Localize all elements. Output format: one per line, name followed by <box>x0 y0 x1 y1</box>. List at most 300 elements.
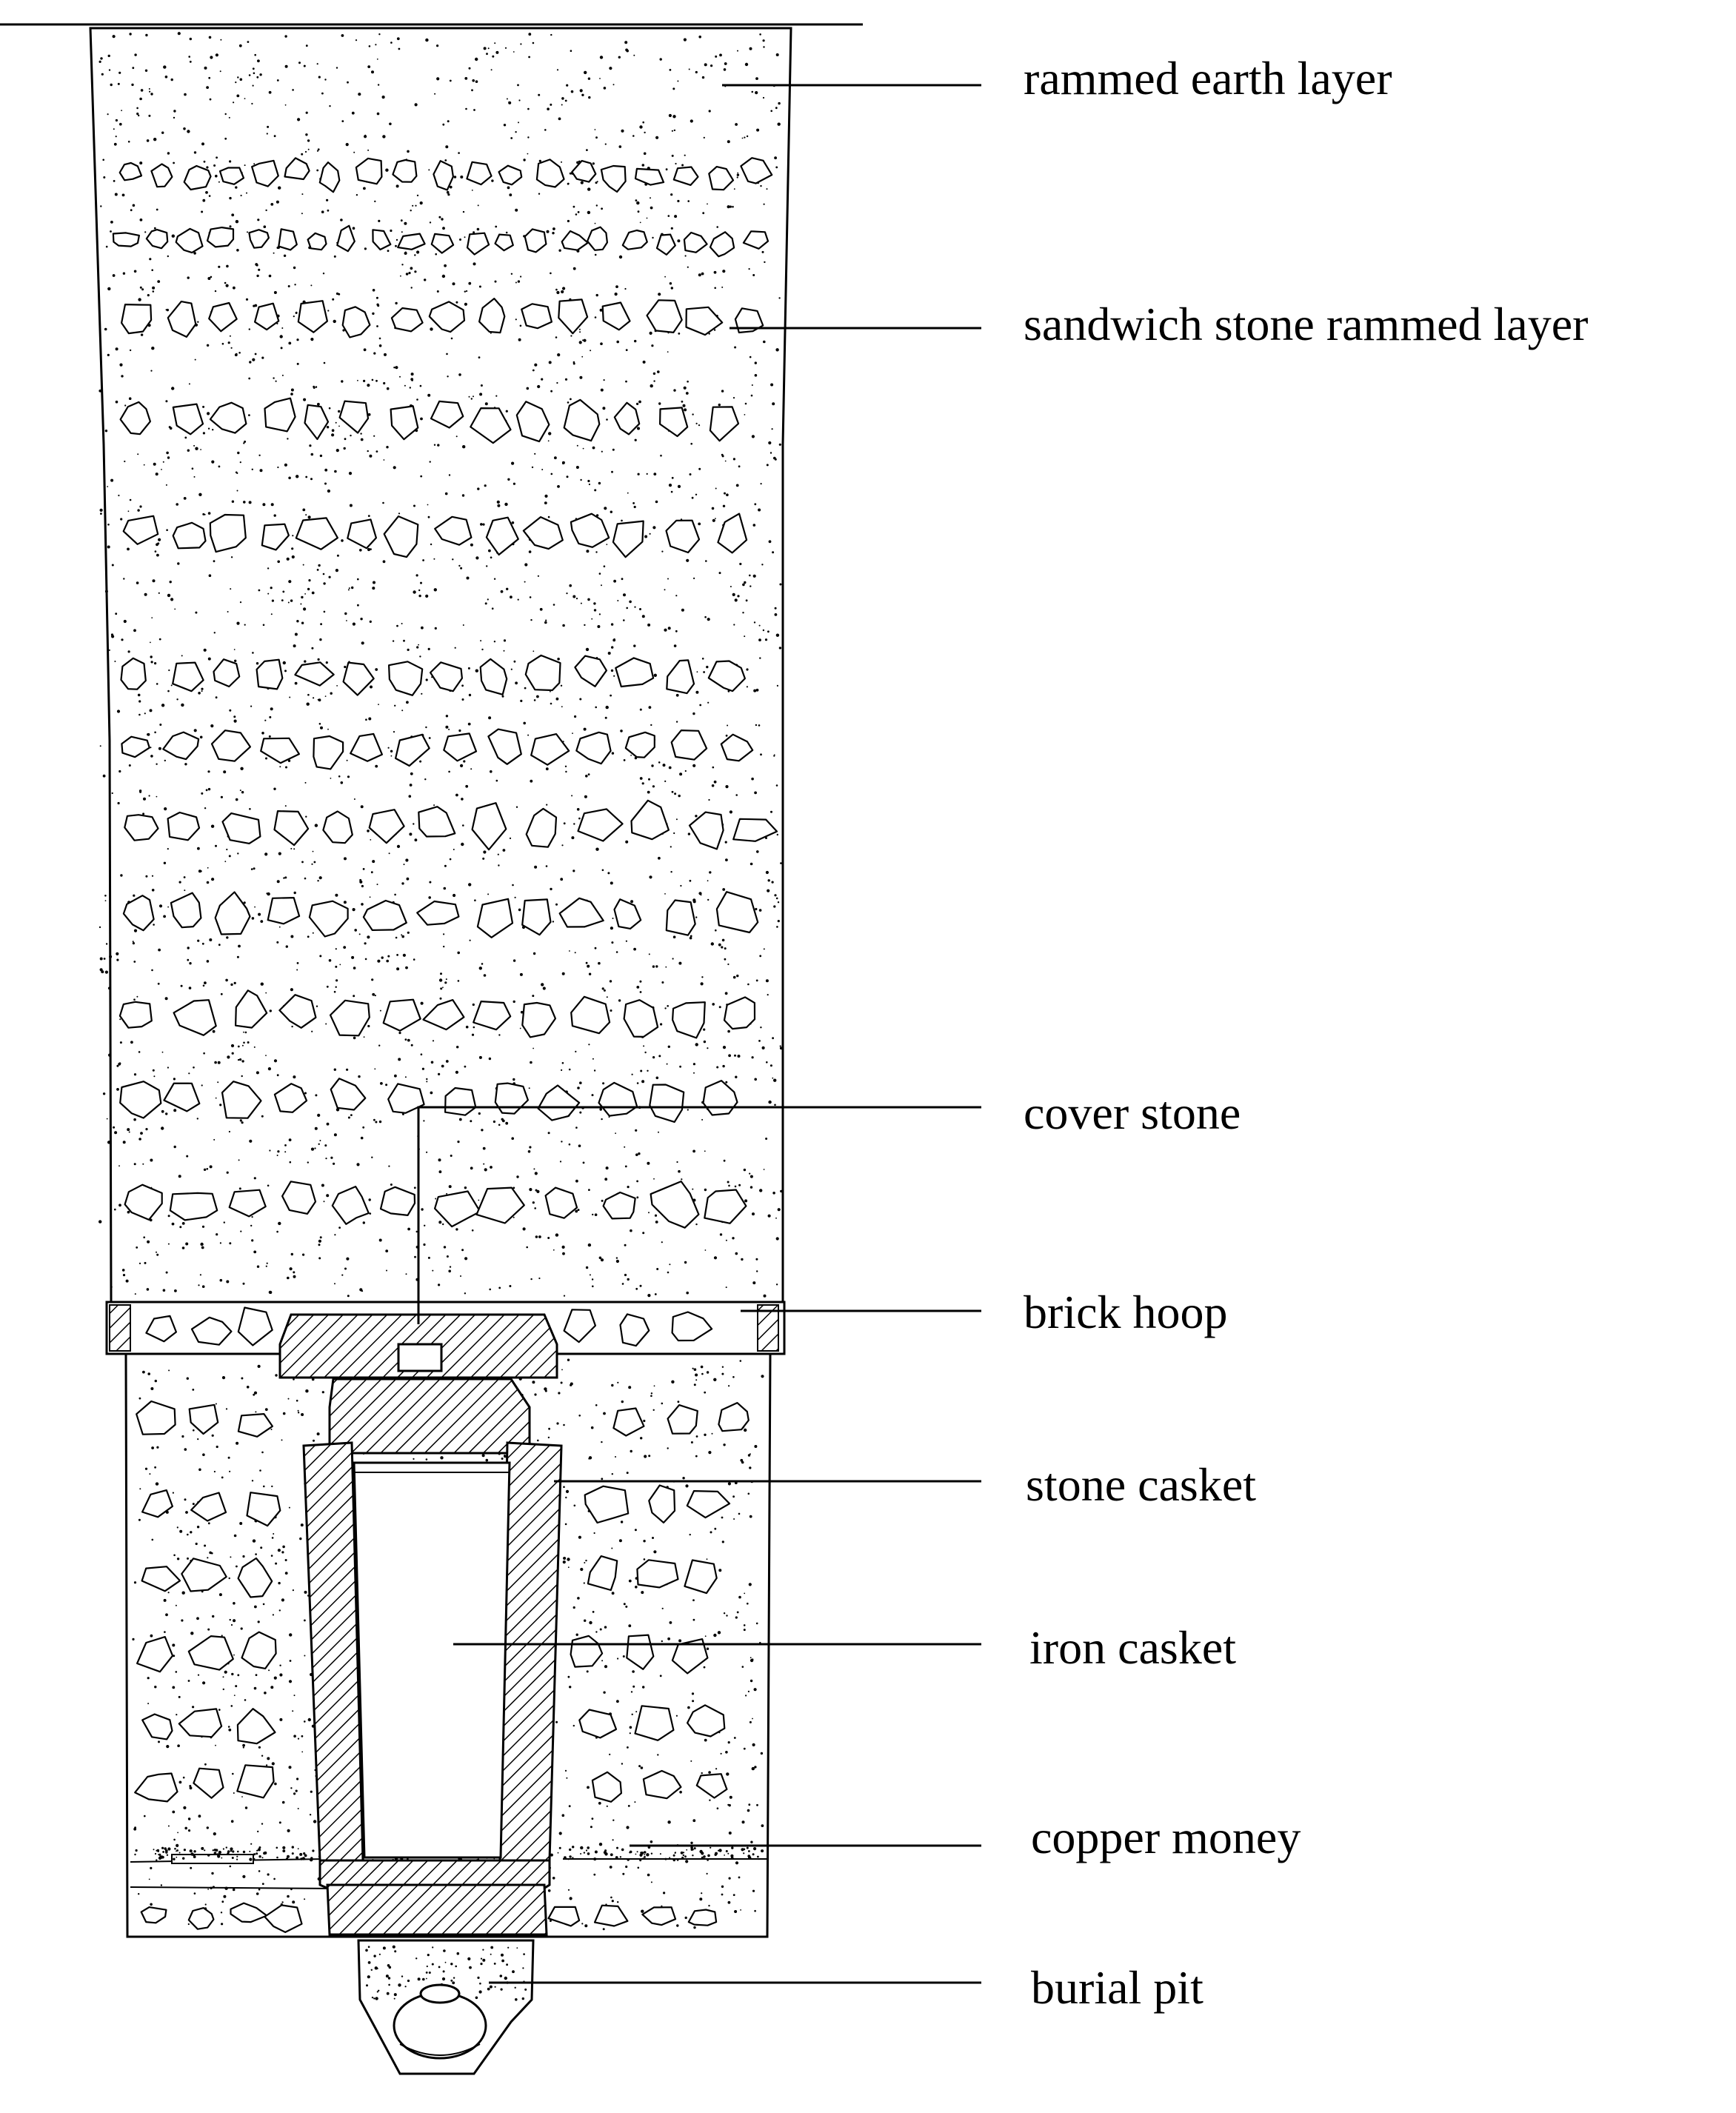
stipple-dot <box>568 1566 570 1568</box>
stipple-dot <box>563 1486 565 1488</box>
stipple-dot <box>642 121 644 124</box>
stipple-dot <box>241 1627 243 1629</box>
stipple-dot <box>262 1883 264 1885</box>
stipple-dot <box>544 1387 547 1390</box>
stipple-dot <box>685 1484 688 1487</box>
stipple-dot <box>744 635 745 637</box>
stipple-dot <box>587 1786 590 1789</box>
stipple-dot <box>426 1081 427 1082</box>
stipple-dot <box>363 380 365 382</box>
stipple-dot <box>778 123 781 126</box>
stipple-dot <box>522 1997 524 2000</box>
stipple-dot <box>396 184 399 187</box>
stipple-dot <box>130 499 132 501</box>
stipple-dot <box>173 110 176 112</box>
stipple-dot <box>615 1856 618 1859</box>
stipple-dot <box>582 339 584 341</box>
stipple-dot <box>600 1629 602 1631</box>
stipple-dot <box>694 1368 697 1371</box>
stipple-dot <box>455 1966 457 1968</box>
stipple-dot <box>710 1531 712 1533</box>
stipple-dot <box>396 954 398 956</box>
stipple-dot <box>244 624 246 626</box>
stipple-dot <box>165 76 168 79</box>
stipple-dot <box>544 501 547 504</box>
stipple-dot <box>375 995 376 996</box>
stipple-dot <box>279 1673 282 1676</box>
stipple-dot <box>156 683 158 685</box>
stipple-dot <box>738 465 741 467</box>
stipple-dot <box>759 657 761 658</box>
stipple-dot <box>420 582 422 584</box>
stipple-dot <box>223 1848 224 1849</box>
stipple-dot <box>447 375 448 377</box>
stipple-dot <box>483 1164 484 1165</box>
stipple-dot <box>258 590 261 592</box>
stipple-dot <box>120 1041 122 1044</box>
stipple-dot <box>216 1446 218 1448</box>
stipple-dot <box>626 50 629 53</box>
stipple-dot <box>202 199 205 202</box>
stipple-dot <box>200 736 203 739</box>
stipple-dot <box>458 730 461 732</box>
rubble-stone <box>207 227 233 247</box>
stipple-dot <box>592 1286 594 1288</box>
stipple-dot <box>690 1534 691 1535</box>
stipple-dot <box>724 493 726 495</box>
stipple-dot <box>388 747 390 749</box>
stipple-dot <box>289 1507 290 1509</box>
stipple-dot <box>754 792 757 795</box>
stipple-dot <box>704 1150 706 1152</box>
stipple-dot <box>693 1619 695 1621</box>
stipple-dot <box>321 210 324 213</box>
stipple-dot <box>751 395 753 397</box>
stipple-dot <box>152 287 155 290</box>
stipple-dot <box>187 1558 189 1560</box>
stipple-dot <box>652 526 655 529</box>
stipple-dot <box>351 956 354 959</box>
stipple-dot <box>395 366 398 369</box>
stipple-dot <box>221 1477 224 1479</box>
stipple-dot <box>252 358 255 361</box>
stipple-dot <box>722 1540 724 1543</box>
stipple-dot <box>144 231 146 233</box>
stipple-dot <box>422 1068 424 1070</box>
stipple-dot <box>639 608 641 610</box>
stipple-dot <box>758 1858 760 1860</box>
stipple-dot <box>238 352 241 354</box>
stipple-dot <box>569 1144 571 1146</box>
stipple-dot <box>294 892 296 894</box>
stipple-dot <box>772 1037 774 1039</box>
stipple-dot <box>649 875 652 878</box>
stipple-dot <box>671 1381 674 1383</box>
stipple-dot <box>323 582 325 584</box>
stipple-dot <box>487 1988 490 1991</box>
stipple-dot <box>353 967 356 969</box>
stipple-dot <box>473 109 475 111</box>
stipple-dot <box>652 237 653 238</box>
stipple-dot <box>555 904 558 906</box>
stipple-dot <box>278 1549 281 1552</box>
stipple-dot <box>611 1548 612 1549</box>
stipple-dot <box>136 113 138 115</box>
stipple-dot <box>265 1408 268 1411</box>
stipple-dot <box>386 1270 387 1272</box>
stipple-dot <box>693 900 696 903</box>
stipple-dot <box>236 1566 238 1568</box>
stipple-dot <box>639 125 642 128</box>
stipple-dot <box>394 894 396 896</box>
stipple-dot <box>444 865 447 867</box>
stipple-dot <box>555 336 558 338</box>
stipple-dot <box>375 1997 378 2000</box>
stipple-dot <box>247 231 248 233</box>
stipple-dot <box>106 246 108 248</box>
stipple-dot <box>301 1752 303 1753</box>
stipple-dot <box>129 33 131 35</box>
stipple-dot <box>414 254 415 256</box>
stipple-dot <box>456 435 458 437</box>
stipple-dot <box>292 1900 295 1903</box>
stipple-dot <box>647 1162 650 1165</box>
stipple-dot <box>221 1923 223 1925</box>
stipple-dot <box>472 190 473 191</box>
stipple-dot <box>165 400 167 402</box>
stipple-dot <box>684 1261 687 1264</box>
stipple-dot <box>319 638 321 641</box>
stipple-dot <box>642 164 645 167</box>
stipple-dot <box>363 868 365 870</box>
stipple-dot <box>715 1768 717 1769</box>
stipple-dot <box>254 54 256 56</box>
stipple-dot <box>555 289 558 291</box>
stipple-dot <box>169 426 171 428</box>
stipple-dot <box>287 1829 290 1832</box>
stipple-dot <box>742 612 744 613</box>
stipple-dot <box>576 598 578 599</box>
stipple-dot <box>223 1689 224 1690</box>
stipple-dot <box>651 764 653 767</box>
stipple-dot <box>605 717 607 719</box>
stipple-dot <box>722 939 725 942</box>
stipple-dot <box>341 380 343 382</box>
stipple-dot <box>725 1081 727 1084</box>
stipple-dot <box>327 310 329 311</box>
stipple-dot <box>738 1184 741 1186</box>
stipple-dot <box>661 1640 663 1642</box>
stipple-dot <box>437 444 439 446</box>
stipple-dot <box>670 69 672 71</box>
stipple-dot <box>414 270 416 273</box>
stipple-dot <box>158 1854 161 1856</box>
stipple-dot <box>253 305 255 307</box>
stipple-dot <box>601 1478 603 1480</box>
stipple-dot <box>747 686 748 687</box>
stipple-dot <box>413 590 415 593</box>
stipple-dot <box>485 402 488 405</box>
stipple-dot <box>667 578 669 580</box>
stipple-dot <box>295 633 298 636</box>
stipple-dot <box>676 1161 678 1163</box>
stipple-dot <box>296 969 298 971</box>
stipple-dot <box>690 443 692 445</box>
stipple-dot <box>767 889 769 892</box>
stipple-dot <box>167 690 170 692</box>
stipple-dot <box>491 179 493 181</box>
rubble-stone <box>278 229 297 250</box>
stipple-dot <box>236 249 239 252</box>
stipple-dot <box>648 1455 650 1457</box>
stipple-dot <box>150 93 153 95</box>
stipple-dot <box>729 1832 732 1835</box>
stipple-dot <box>561 1141 562 1142</box>
stipple-dot <box>774 1104 776 1106</box>
stipple-dot <box>425 595 428 598</box>
stipple-dot <box>653 1550 656 1553</box>
stipple-dot <box>201 688 203 690</box>
stipple-dot <box>208 428 210 430</box>
stipple-dot <box>658 857 661 860</box>
stipple-dot <box>710 1847 711 1849</box>
stipple-dot <box>604 565 606 567</box>
stipple-dot <box>463 760 465 762</box>
stipple-dot <box>113 180 116 182</box>
stipple-dot <box>224 282 227 284</box>
stipple-dot <box>258 1620 260 1623</box>
stipple-dot <box>409 795 412 798</box>
stipple-dot <box>488 550 491 553</box>
stipple-dot <box>234 649 236 650</box>
stipple-dot <box>621 1401 624 1403</box>
stipple-dot <box>183 127 186 130</box>
stipple-dot <box>368 718 371 721</box>
stipple-dot <box>453 1977 455 1978</box>
stipple-dot <box>226 1408 227 1409</box>
stipple-dot <box>166 452 169 455</box>
stipple-dot <box>441 218 443 220</box>
stipple-dot <box>370 1212 372 1215</box>
stipple-dot <box>247 41 250 43</box>
stipple-dot <box>536 695 539 698</box>
stipple-dot <box>334 1133 337 1136</box>
stipple-dot <box>316 170 318 172</box>
stipple-dot <box>650 1395 652 1398</box>
stipple-dot <box>164 760 166 761</box>
stipple-dot <box>153 579 156 582</box>
stipple-dot <box>149 88 150 90</box>
stipple-dot <box>724 958 727 961</box>
stipple-dot <box>500 1975 503 1977</box>
stipple-dot <box>612 1900 614 1902</box>
stipple-dot <box>152 889 155 892</box>
stipple-dot <box>661 1241 663 1243</box>
stipple-dot <box>580 89 583 92</box>
stipple-dot <box>164 1599 167 1602</box>
stipple-dot <box>344 612 347 615</box>
stipple-dot <box>515 209 518 212</box>
stipple-dot <box>580 1846 583 1849</box>
stipple-dot <box>724 1612 725 1614</box>
stipple-dot <box>237 76 238 78</box>
stipple-dot <box>627 1858 630 1860</box>
stipple-dot <box>399 376 401 378</box>
stipple-dot <box>741 1258 743 1261</box>
stipple-dot <box>550 273 552 275</box>
stipple-dot <box>508 101 510 103</box>
stipple-dot <box>629 1580 632 1583</box>
stipple-dot <box>721 454 724 456</box>
stipple-dot <box>155 550 157 553</box>
stipple-dot <box>133 1828 136 1831</box>
stipple-dot <box>116 136 117 137</box>
stipple-dot <box>105 971 108 974</box>
stipple-dot <box>654 1385 655 1386</box>
stipple-dot <box>455 1071 458 1074</box>
stipple-dot <box>685 1917 687 1919</box>
stipple-dot <box>329 407 331 410</box>
stipple-dot <box>286 1857 288 1860</box>
stipple-dot <box>473 1027 475 1029</box>
stipple-dot <box>663 764 666 767</box>
stipple-dot <box>260 469 263 472</box>
stipple-dot <box>426 1078 427 1080</box>
stipple-dot <box>766 871 769 874</box>
stipple-dot <box>269 91 272 94</box>
stipple-dot <box>208 658 211 661</box>
stipple-dot <box>447 120 450 122</box>
stipple-dot <box>150 370 152 372</box>
stipple-dot <box>224 1221 225 1223</box>
stipple-dot <box>612 918 614 919</box>
stipple-dot <box>646 1853 649 1856</box>
stipple-dot <box>290 935 293 938</box>
stipple-dot <box>134 1163 136 1165</box>
stipple-dot <box>118 495 119 496</box>
stipple-dot <box>221 796 223 798</box>
stipple-dot <box>165 997 168 1000</box>
stipple-dot <box>752 91 754 93</box>
stipple-dot <box>535 1189 538 1192</box>
stipple-dot <box>275 1563 277 1565</box>
stipple-dot <box>269 716 271 718</box>
stipple-dot <box>300 604 301 605</box>
stipple-dot <box>271 1555 273 1557</box>
stipple-dot <box>341 34 344 37</box>
stipple-dot <box>291 389 294 392</box>
stipple-dot <box>375 380 378 382</box>
stipple-dot <box>332 298 334 301</box>
stipple-dot <box>353 152 355 153</box>
stipple-dot <box>398 513 400 514</box>
stipple-dot <box>761 1375 764 1378</box>
stipple-dot <box>346 1069 348 1071</box>
stipple-dot <box>733 976 736 979</box>
stipple-dot <box>267 126 269 128</box>
stipple-dot <box>576 466 579 469</box>
stipple-dot <box>376 325 378 327</box>
stipple-dot <box>164 807 167 810</box>
stipple-dot <box>621 1521 623 1523</box>
stipple-dot <box>178 1696 181 1698</box>
stipple-dot <box>693 1072 695 1074</box>
stipple-dot <box>252 469 253 470</box>
stipple-dot <box>138 115 139 116</box>
stipple-dot <box>371 871 373 873</box>
stipple-dot <box>396 239 398 241</box>
stipple-dot <box>534 1393 536 1395</box>
stipple-dot <box>350 435 351 436</box>
stipple-dot <box>484 47 487 50</box>
stipple-dot <box>767 188 768 190</box>
stipple-dot <box>293 267 296 269</box>
stipple-dot <box>627 1278 630 1281</box>
stipple-dot <box>451 338 453 340</box>
stipple-dot <box>127 1128 130 1131</box>
stipple-dot <box>367 1025 370 1027</box>
stipple-dot <box>285 1572 288 1575</box>
stipple-dot <box>308 579 310 581</box>
stipple-dot <box>318 698 321 701</box>
stipple-dot <box>528 56 530 59</box>
stipple-dot <box>208 512 211 515</box>
stipple-dot <box>670 871 672 872</box>
stipple-dot <box>579 331 581 333</box>
stipple-dot <box>491 69 493 70</box>
stipple-dot <box>680 885 681 887</box>
stipple-dot <box>330 778 332 779</box>
stipple-dot <box>197 940 199 942</box>
stipple-dot <box>630 1450 632 1452</box>
stipple-dot <box>587 598 590 601</box>
stipple-dot <box>763 341 766 344</box>
stipple-dot <box>627 1472 629 1474</box>
stipple-dot <box>188 56 190 58</box>
stipple-dot <box>138 1519 141 1521</box>
stipple-dot <box>534 866 537 869</box>
stipple-dot <box>655 1221 658 1224</box>
stipple-dot <box>497 504 500 507</box>
stipple-dot <box>296 1790 298 1792</box>
stipple-dot <box>415 103 418 106</box>
stipple-dot <box>552 227 555 230</box>
stipple-dot <box>213 1139 215 1141</box>
stipple-dot <box>379 1239 382 1242</box>
stipple-dot <box>729 1877 731 1880</box>
stipple-dot <box>728 1054 731 1057</box>
stipple-dot <box>204 649 207 652</box>
stipple-dot <box>178 32 181 35</box>
stipple-dot <box>522 1967 524 1969</box>
stipple-dot <box>606 544 607 545</box>
stipple-dot <box>695 1374 698 1377</box>
stipple-dot <box>241 791 244 793</box>
stipple-dot <box>220 1279 223 1282</box>
stipple-dot <box>176 503 178 506</box>
stipple-dot <box>154 1466 156 1469</box>
stipple-dot <box>561 1069 562 1071</box>
stipple-dot <box>107 1141 110 1144</box>
stipple-dot <box>387 250 390 252</box>
stipple-dot <box>260 1546 262 1549</box>
stipple-dot <box>728 1385 730 1386</box>
stipple-dot <box>201 142 204 145</box>
stipple-dot <box>644 535 647 538</box>
stipple-dot <box>721 1753 722 1755</box>
stipple-dot <box>687 1109 689 1110</box>
stipple-dot <box>152 1539 154 1541</box>
